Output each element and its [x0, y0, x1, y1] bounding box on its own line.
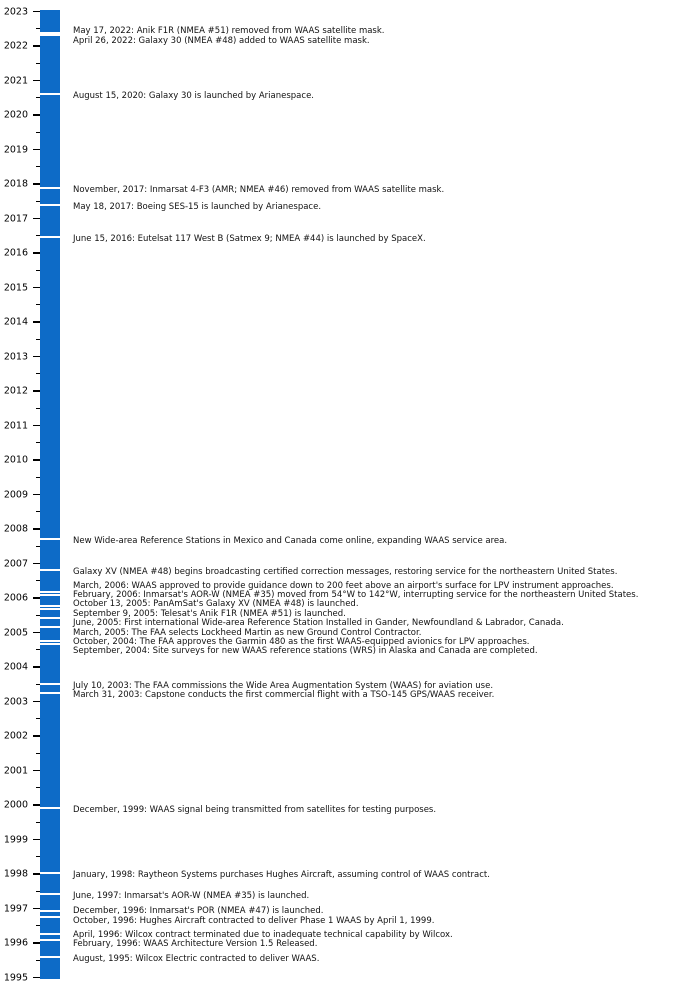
year-tick-label: 2010 [3, 454, 28, 466]
event-marker-line [40, 187, 60, 189]
year-tick-label: 2001 [3, 764, 28, 776]
event-label: New Wide-area Reference Stations in Mexico and Canada come online, expanding WAAS service area. [73, 535, 508, 546]
event-marker-line [40, 605, 60, 607]
year-tick-major [33, 252, 40, 253]
year-tick-label: 2007 [3, 557, 28, 569]
year-tick-label: 2015 [3, 281, 28, 293]
year-tick-major [33, 11, 40, 12]
event-label: February, 2006: Inmarsat's AOR-W (NMEA #35) moved from 54°W to 142°W, interrupting service for the northeastern United States. [73, 589, 639, 600]
event-label: May 17, 2022: Anik F1R (NMEA #51) removed from WAAS satellite mask. [73, 26, 385, 37]
event-label: February, 1996: WAAS Architecture Version 1.5 Released. [73, 938, 318, 949]
event-marker-line [40, 807, 60, 809]
event-marker-line [40, 569, 60, 571]
year-tick-major [33, 563, 40, 564]
year-tick-label: 2003 [3, 695, 28, 707]
year-tick-major [33, 149, 40, 150]
event-marker-line [40, 591, 60, 593]
year-tick-major [33, 45, 40, 46]
year-tick-major [33, 218, 40, 219]
year-tick-label: 2023 [3, 5, 28, 17]
year-tick-label: 2009 [3, 488, 28, 500]
year-tick-label: 2000 [3, 799, 28, 811]
year-tick-major [33, 321, 40, 322]
year-tick-label: 2019 [3, 143, 28, 155]
year-tick-major [33, 114, 40, 115]
year-tick-major [33, 942, 40, 943]
event-marker-line [40, 93, 60, 95]
event-marker-line [40, 34, 60, 36]
event-marker-line [40, 626, 60, 628]
year-tick-major [33, 459, 40, 460]
event-label: June 15, 2016: Eutelsat 117 West B (Satmex 9; NMEA #44) is launched by SpaceX. [73, 234, 426, 245]
year-tick-major [33, 632, 40, 633]
year-tick-major [33, 908, 40, 909]
year-tick-label: 2006 [3, 592, 28, 604]
timeline-bar [40, 10, 60, 979]
event-marker-line [40, 617, 60, 619]
year-tick-label: 2014 [3, 316, 28, 328]
event-label: May 18, 2017: Boeing SES-15 is launched by Arianespace. [73, 202, 322, 213]
year-tick-label: 2012 [3, 385, 28, 397]
event-marker-line [40, 608, 60, 610]
event-label: October, 2004: The FAA approves the Garmin 480 as the first WAAS-equipped avionics for LPV approaches. [73, 636, 530, 647]
event-label: Galaxy XV (NMEA #48) begins broadcasting certified correction messages, restoring service for the northeastern United States. [73, 566, 618, 577]
year-tick-major [33, 735, 40, 736]
year-tick-label: 2004 [3, 661, 28, 673]
event-label: April, 1996: Wilcox contract terminated due to inadequate technical capability by Wilcox. [73, 929, 453, 940]
event-label: June, 1997: Inmarsat's AOR-W (NMEA #35) is launched. [73, 890, 310, 901]
event-label: October 13, 2005: PanAmSat's Galaxy XV (NMEA #48) is launched. [73, 599, 359, 610]
event-label: March, 2006: WAAS approved to provide guidance down to 200 feet above an airport's surface for LPV instrument approaches. [73, 580, 614, 591]
year-tick-label: 2008 [3, 523, 28, 535]
year-tick-label: 2013 [3, 350, 28, 362]
year-tick-label: 1999 [3, 833, 28, 845]
event-marker-line [40, 933, 60, 935]
year-tick-label: 2016 [3, 247, 28, 259]
event-marker-line [40, 683, 60, 685]
year-tick-major [33, 977, 40, 978]
year-tick-label: 1997 [3, 902, 28, 914]
event-marker-line [40, 956, 60, 958]
event-marker-line [40, 916, 60, 918]
year-tick-label: 2022 [3, 40, 28, 52]
event-label: September, 2004: Site surveys for new WAAS reference stations (WRS) in Alaska and Canada are completed. [73, 646, 538, 657]
event-label: August, 1995: Wilcox Electric contracted to deliver WAAS. [73, 954, 320, 965]
year-tick-major [33, 356, 40, 357]
event-label: October, 1996: Hughes Aircraft contracted to deliver Phase 1 WAAS by April 1, 1999. [73, 915, 435, 926]
year-tick-major [33, 80, 40, 81]
year-tick-major [33, 804, 40, 805]
year-tick-major [33, 287, 40, 288]
year-tick-label: 1996 [3, 937, 28, 949]
event-marker-line [40, 872, 60, 874]
event-label: January, 1998: Raytheon Systems purchases Hughes Aircraft, assuming control of WAAS contract. [73, 869, 490, 880]
event-label: April 26, 2022: Galaxy 30 (NMEA #48) added to WAAS satellite mask. [73, 35, 370, 46]
year-tick-label: 2021 [3, 74, 28, 86]
year-tick-label: 1998 [3, 868, 28, 880]
event-marker-line [40, 538, 60, 540]
event-label: July 10, 2003: The FAA commissions the Wide Area Augmentation System (WAAS) for aviation use. [73, 680, 494, 691]
event-label: August 15, 2020: Galaxy 30 is launched by Arianespace. [73, 90, 314, 101]
event-label: September 9, 2005: Telesat's Anik F1R (NMEA #51) is launched. [73, 608, 346, 619]
year-tick-major [33, 839, 40, 840]
event-marker-line [40, 643, 60, 645]
year-tick-label: 2020 [3, 109, 28, 121]
event-label: December, 1999: WAAS signal being transmitted from satellites for testing purposes. [73, 804, 437, 815]
year-tick-label: 2002 [3, 730, 28, 742]
event-label: December, 1996: Inmarsat's POR (NMEA #47) is launched. [73, 906, 324, 917]
event-marker-line [40, 692, 60, 694]
event-marker-line [40, 236, 60, 238]
year-tick-label: 2011 [3, 419, 28, 431]
event-label: November, 2017: Inmarsat 4-F3 (AMR; NMEA #46) removed from WAAS satellite mask. [73, 185, 445, 196]
year-tick-major [33, 770, 40, 771]
event-marker-line [40, 939, 60, 941]
year-tick-label: 2005 [3, 626, 28, 638]
event-marker-line [40, 204, 60, 206]
year-tick-major [33, 494, 40, 495]
year-tick-major [33, 873, 40, 874]
year-tick-major [33, 701, 40, 702]
event-label: March, 2005: The FAA selects Lockheed Martin as new Ground Control Contractor. [73, 627, 422, 638]
year-tick-label: 2017 [3, 212, 28, 224]
event-label: June, 2005: First international Wide-area Reference Station Installed in Gander, Newfoundland & Labrador, Canada. [73, 617, 564, 628]
year-tick-major [33, 597, 40, 598]
year-tick-major [33, 390, 40, 391]
event-marker-line [40, 910, 60, 912]
year-tick-major [33, 528, 40, 529]
event-marker-line [40, 594, 60, 596]
year-tick-label: 1995 [3, 971, 28, 983]
event-marker-line [40, 640, 60, 642]
year-tick-major [33, 666, 40, 667]
year-tick-major [33, 183, 40, 184]
year-tick-label: 2018 [3, 178, 28, 190]
event-marker-line [40, 893, 60, 895]
event-label: March 31, 2003: Capstone conducts the first commercial flight with a TSO-145 GPS/WAAS receiver. [73, 689, 495, 700]
year-tick-major [33, 425, 40, 426]
